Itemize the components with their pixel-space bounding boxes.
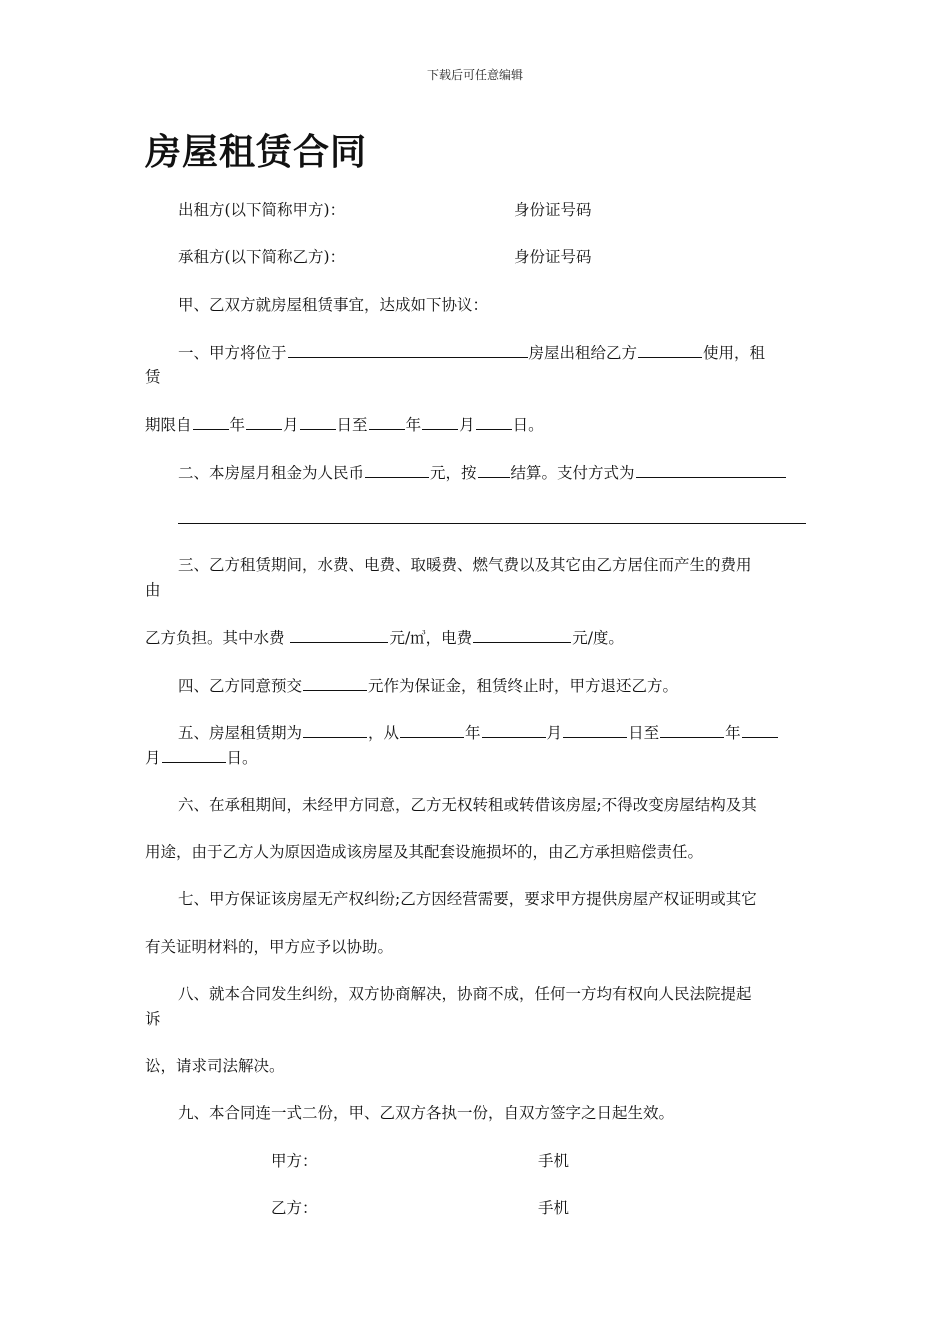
clause-8-wrap: 诉	[145, 1010, 161, 1028]
clause-3-line-1: 三、乙方租赁期间，水费、电费、取暖费、燃气费以及其它由乙方居住而产生的费用	[178, 556, 752, 574]
period-start-text: 期限自	[145, 416, 192, 434]
clause-7-line-1: 七、甲方保证该房屋无产权纠纷;乙方因经营需要，要求甲方提供房屋产权证明或其它	[178, 890, 757, 908]
settlement-blank[interactable]	[478, 460, 510, 478]
clause-1-text-b: 房屋出租给乙方	[528, 344, 638, 362]
end-day-blank[interactable]	[476, 412, 512, 430]
month-text: 月	[145, 749, 161, 767]
clause-1	[145, 340, 840, 365]
to-year-blank[interactable]	[660, 720, 724, 738]
clause-7-line-2: 有关证明材料的，甲方应予以协助。	[145, 938, 394, 956]
clause-8-line-2: 讼，请求司法解决。	[145, 1057, 285, 1075]
clause-3-text-c: 元/度。	[572, 629, 624, 647]
clause-2-text-c: 结算。支付方式为	[510, 464, 635, 482]
end-month-blank[interactable]	[422, 412, 458, 430]
clause-2	[145, 460, 840, 485]
year-text: 年	[229, 416, 246, 434]
clause-9: 九、本合同连一式二份，甲、乙双方各执一份，自双方签字之日起生效。	[178, 1104, 675, 1122]
address-blank[interactable]	[288, 340, 528, 358]
clause-3-text-b: 元/㎥，电费	[389, 629, 473, 647]
from-month-blank[interactable]	[482, 720, 546, 738]
day-end-text: 日。	[226, 749, 258, 767]
to-day-blank[interactable]	[162, 745, 226, 763]
end-year-blank[interactable]	[369, 412, 405, 430]
usage-blank[interactable]	[638, 340, 702, 358]
rent-blank[interactable]	[365, 460, 429, 478]
clause-4	[145, 673, 840, 698]
lessor-row	[145, 198, 840, 222]
clause-8-line-1: 八、就本合同发生纠纷，双方协商解决，协商不成，任何一方均有权向人民法院提起	[178, 985, 752, 1003]
page-header: 下载后可任意编辑	[426, 68, 523, 82]
year-text: 年	[405, 416, 422, 434]
year-text: 年	[725, 724, 741, 742]
from-year-blank[interactable]	[400, 720, 464, 738]
lessor-id-label: 身份证号码	[514, 201, 592, 219]
intro-text: 甲、乙双方就房屋租赁事宜，达成如下协议：	[178, 296, 489, 314]
deposit-blank[interactable]	[303, 673, 367, 691]
to-month-blank-a[interactable]	[742, 720, 778, 738]
payment-method-blank[interactable]	[636, 460, 786, 478]
start-month-blank[interactable]	[246, 412, 282, 430]
lessee-row	[145, 245, 840, 269]
document-title: 房屋租赁合同	[145, 132, 368, 173]
day-end-text: 日。	[512, 416, 544, 434]
month-text: 月	[459, 416, 475, 434]
clause-2-text-b: 元，按	[430, 464, 477, 482]
party-a-label: 甲方：	[271, 1152, 318, 1170]
clause-4-text-b: 元作为保证金，租赁终止时，甲方退还乙方。	[368, 677, 679, 695]
clause-1-wrap: 赁	[145, 368, 161, 386]
clause-1-text-a: 一、甲方将位于	[178, 344, 287, 362]
lessor-label: 出租方(以下简称甲方)：	[178, 201, 346, 219]
start-day-blank[interactable]	[300, 412, 336, 430]
start-year-blank[interactable]	[193, 412, 229, 430]
clause-3-text-a: 乙方负担。其中水费	[145, 629, 285, 647]
month-text: 月	[546, 724, 563, 742]
clause-5-text-a: 五、房屋租赁期为	[178, 724, 303, 742]
day-to-text: 日至	[628, 724, 660, 742]
clause-4-text-a: 四、乙方同意预交	[178, 677, 303, 695]
clause-1-text-c: 使用，租	[703, 344, 766, 362]
day-to-text: 日至	[336, 416, 368, 434]
electric-fee-blank[interactable]	[473, 625, 571, 643]
phone-a-label: 手机	[538, 1152, 570, 1170]
clause-5-text-b: ，从	[368, 724, 400, 742]
phone-b-label: 手机	[538, 1199, 570, 1217]
clause-2-text-a: 二、本房屋月租金为人民币	[178, 464, 365, 482]
lessee-id-label: 身份证号码	[514, 248, 592, 266]
clause-6-line-2: 用途，由于乙方人为原因造成该房屋及其配套设施损坏的，由乙方承担赔偿责任。	[145, 843, 704, 861]
clause-6-line-1: 六、在承租期间，未经甲方同意，乙方无权转租或转借该房屋;不得改变房屋结构及其	[178, 796, 757, 814]
water-fee-blank[interactable]	[290, 625, 388, 643]
from-day-blank[interactable]	[563, 720, 627, 738]
month-text: 月	[283, 416, 299, 434]
clause-3-line-2	[145, 625, 807, 650]
payment-method-line[interactable]	[178, 523, 806, 524]
clause-1-period	[145, 412, 807, 437]
clause-5	[145, 720, 840, 745]
year-text: 年	[465, 724, 481, 742]
clause-5-wrap	[145, 745, 807, 770]
party-b-label: 乙方：	[271, 1199, 318, 1217]
lessee-label: 承租方(以下简称乙方)：	[178, 248, 346, 266]
clause-3-wrap: 由	[145, 581, 161, 599]
term-blank[interactable]	[303, 720, 367, 738]
